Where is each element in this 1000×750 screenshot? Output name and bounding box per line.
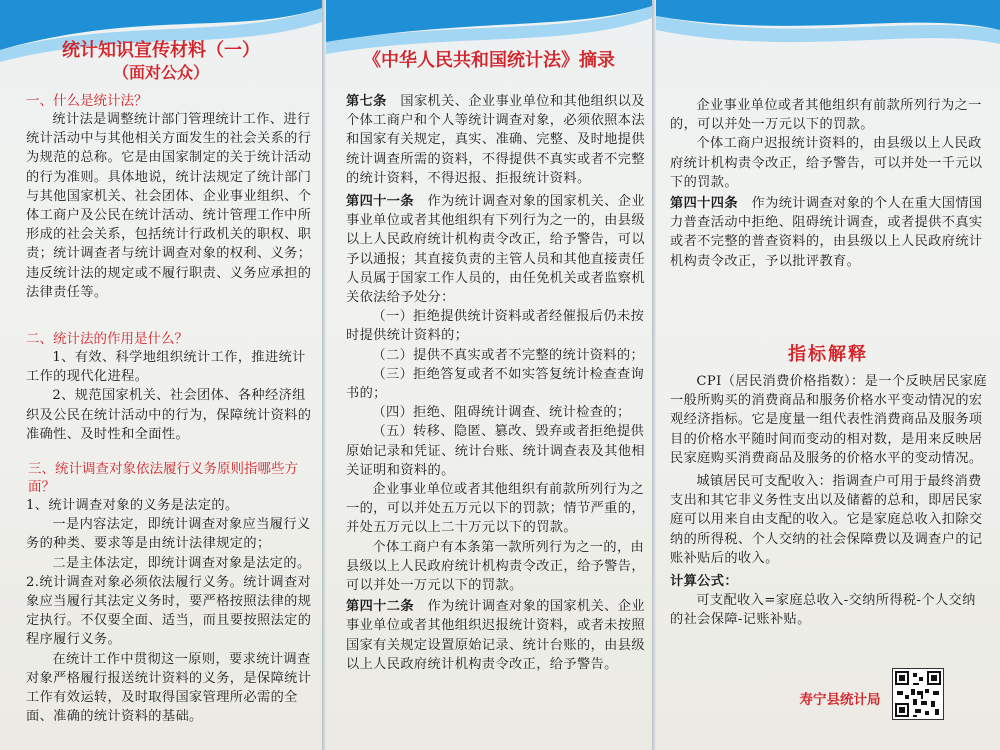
section3-p3: 二是主体法定，即统计调查对象是法定的。 bbox=[52, 555, 311, 571]
article-41-item-3: （三）拒绝答复或者不如实答复统计检查查询书的； bbox=[346, 366, 645, 402]
section2-item2: 2、规范国家机关、社会团体、各种经济组织及公民在统计活动中的行为，保障统计资料的准确性、及时性和全面性。 bbox=[26, 388, 312, 442]
section2-heading: 二、统计法的作用是什么？ bbox=[26, 331, 188, 347]
article-42 bbox=[346, 597, 646, 674]
article-42-label: 第四十二条 bbox=[346, 599, 414, 615]
section1-body: 统计法是调整统计部门管理统计工作、进行统计活动中与其他相关方面发生的社会关系的行为规范的总称。它是由国家制定的关于统计活动的行为准则。具体地说，统计法规定了统计部门与其他国家机关、社会团体、企业事业组织、个体工商户及公民在统计活动、统计管理工作中所形成的社会关系，包括统计行政机关的职权、职责；统计调查者与统计调查对象的权利、义务；违反统计法的规定或不履行职责、义务应承担的法律责任等。 bbox=[26, 112, 312, 300]
panel-indicator-explanation bbox=[656, 0, 1000, 750]
indicator-body bbox=[670, 372, 988, 630]
article-42-text: 作为统计调查对象的国家机关、企业事业单位或者其他组织迟报统计资料，或者未按照国家有关规定设置原始记录、统计台账的，由县级以上人民政府统计机构责令改正，给予警告。 bbox=[346, 599, 645, 672]
article-41-text: 作为统计调查对象的国家机关、企业事业单位或者其他组织有下列行为之一的，由县级以上人民政府统计机构责令改正，给予警告，可以予以通报；其直接负责的主管人员和其他直接责任人员属于国家工作人员的，由任免机关或者监察机关依法给予处分： bbox=[346, 194, 645, 306]
article-7-label: 第七条 bbox=[346, 94, 387, 109]
article-41-label: 第四十一条 bbox=[346, 194, 414, 210]
section3-p4: 2.统计调查对象必须依法履行义务。统计调查对象应当履行其法定义务时，要严格按照法律的规定执行。不仅要全面、适当，而且要按照法定的程序履行义务。 bbox=[26, 574, 312, 648]
panel1-title-line1: 统计知识宣传材料（一） bbox=[62, 40, 260, 61]
panel1-title-line2: （面对公众） bbox=[112, 63, 209, 82]
panel2-title: 《中华人民共和国统计法》摘录 bbox=[363, 50, 615, 71]
section3-p1: 1、统计调查对象的义务是法定的。 bbox=[26, 498, 239, 513]
article-41 bbox=[346, 192, 646, 307]
section3 bbox=[26, 460, 318, 726]
article-41-item-2: （二）提供不真实或者不完整的统计资料的； bbox=[372, 347, 645, 363]
article-44-text: 作为统计调查对象的个人在重大国情国力普查活动中拒绝、阻碍统计调查，或者提供不真实或者不完整的普查资料的，由县级以上人民政府统计机构责令改正，予以批评教育。 bbox=[670, 196, 983, 269]
article-44-label: 第四十四条 bbox=[670, 196, 738, 212]
article-41-paragraph-3: 个体工商户有本条第一款所列行为之一的，由县级以上人民政府统计机构责令改正，给予警告，可以并处一万元以下的罚款。 bbox=[346, 539, 645, 594]
article-41-item-1: （一）拒绝提供统计资料或者经催报后仍未按时提供统计资料的； bbox=[346, 309, 645, 344]
panel-statistics-law-excerpt bbox=[326, 0, 652, 750]
article-41-paragraph-2: 企业事业单位或者其他组织有前款所列行为之一的，可以并处五万元以下的罚款；情节严重的，并处五万元以上二十万元以下的罚款。 bbox=[346, 482, 645, 536]
indicator-section-title: 指标解释 bbox=[788, 344, 868, 365]
article-7 bbox=[346, 92, 646, 188]
cpi-definition: CPI（居民消费价格指数）：是一个反映居民家庭一般所购买的消费商品和服务价格水平变动情况的宏观经济指标。它是度量一组代表性消费商品及服务项目的价格水平随时间而变动的相对数，是用来反映居民家庭购买消费商品及服务的价格水平的变动情况。 bbox=[670, 374, 987, 466]
article-42-paragraph-3: 个体工商户迟报统计资料的，由县级以上人民政府统计机构责令改正，给予警告，可以并处一千元以下的罚款。 bbox=[670, 136, 983, 190]
law-excerpt-body bbox=[346, 92, 646, 674]
section3-heading: 三、统计调查对象依法履行义务原则指哪些方面？ bbox=[28, 461, 298, 495]
section1-heading: 一、什么是统计法？ bbox=[26, 93, 148, 109]
section3-p2: 一是内容法定，即统计调查对象应当履行义务的种类、要求等是由统计法律规定的； bbox=[26, 517, 311, 552]
article-7-text: 国家机关、企业事业单位和其他组织以及个体工商户和个人等统计调查对象，必须依照本法和国家有关规定，真实、准确、完整、及时地提供统计调查所需的资料，不得提供不真实或者不完整的统计资料，不得迟报、拒报统计资料。 bbox=[346, 94, 645, 186]
disposable-income-definition: 城镇居民可支配收入：指调查户可用于最终消费支出和其它非义务性支出以及储蓄的总和，即居民家庭可以用来自由支配的收入。它是家庭总收入扣除交纳的所得税、个人交纳的社会保障费以及调查户的记账补贴后的收入。 bbox=[670, 474, 983, 566]
panel-publicity-material bbox=[0, 0, 322, 750]
article-44 bbox=[670, 194, 988, 271]
section2-item1: 1、有效、科学地组织统计工作，推进统计工作的现代化进程。 bbox=[26, 350, 306, 385]
formula-label: 计算公式： bbox=[670, 574, 738, 590]
article-41-item-4: （四）拒绝、阻碍统计调查、统计检查的； bbox=[372, 405, 631, 421]
law-excerpt-continued bbox=[670, 96, 988, 271]
article-42-paragraph-2: 企业事业单位或者其他组织有前款所列行为之一的，可以并处一万元以下的罚款。 bbox=[670, 98, 982, 133]
issuer-name: 寿宁县统计局 bbox=[799, 692, 881, 708]
qr-code-icon bbox=[892, 668, 944, 720]
section1 bbox=[26, 92, 318, 302]
section3-p5: 在统计工作中贯彻这一原则，要求统计调查对象严格履行报送统计资料的义务，是保障统计工作有效运转，及时取得国家管理所必需的全面、准确的统计资料的基础。 bbox=[26, 651, 312, 725]
article-41-item-5: （五）转移、隐匿、篡改、毁弃或者拒绝提供原始记录和凭证、统计台账、统计调查表及其他相关证明和资料的。 bbox=[346, 424, 645, 478]
section2 bbox=[26, 330, 318, 444]
formula-text: 可支配收入=家庭总收入-交纳所得税-个人交纳的社会保障-记账补贴。 bbox=[670, 593, 976, 628]
